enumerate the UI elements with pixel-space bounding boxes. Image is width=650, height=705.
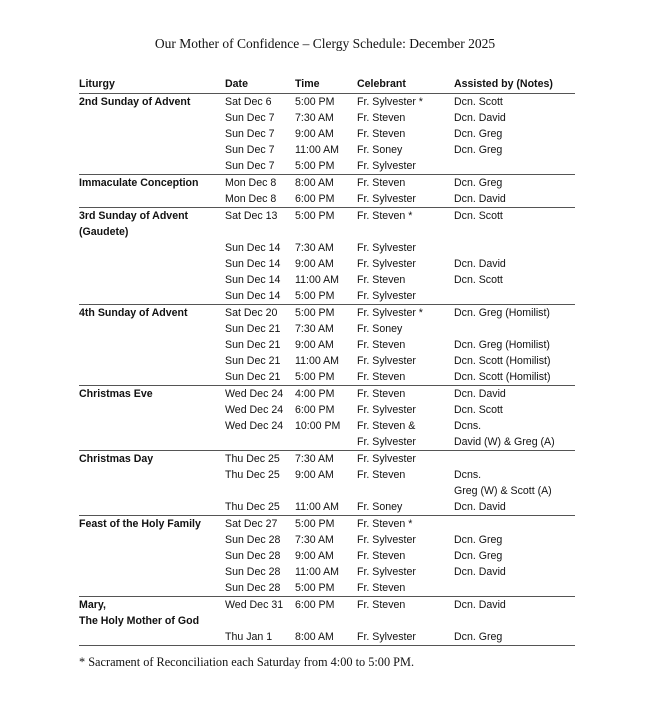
time-cell: 7:30 AM [295,242,334,254]
table-row [79,321,575,337]
liturgy-cell: (Gaudete) [79,226,129,238]
time-cell: 9:00 AM [295,469,334,481]
assisted-by-cell: David (W) & Greg (A) [454,434,575,451]
assisted-by-cell [454,613,575,629]
time-cell [295,483,357,499]
assisted-by-cell [454,321,575,337]
assisted-by-cell: Greg (W) & Scott (A) [454,485,552,497]
celebrant-cell: Fr. Sylvester [357,242,416,254]
footnote: * Sacrament of Reconciliation each Saturday from 4:00 to 5:00 PM. [79,655,415,669]
celebrant-cell: Fr. Steven [357,112,406,124]
table-row [79,256,575,272]
time-cell: 5:00 PM [295,580,357,597]
liturgy-cell: Feast of the Holy Family [79,518,201,530]
assisted-by-cell: Dcn. David [454,499,575,516]
time-cell: 7:30 AM [295,534,334,546]
date-cell: Sun Dec 21 [225,369,295,386]
time-cell: 9:00 AM [295,339,334,351]
assisted-by-cell: Dcns. [454,420,482,432]
celebrant-cell: Fr. Soney [357,323,403,335]
liturgy-cell [79,272,225,288]
assisted-by-cell: Dcn. Scott (Homilist) [454,369,575,386]
assisted-by-cell [454,516,575,533]
date-cell: Wed Dec 24 [225,404,284,416]
date-cell: Sun Dec 28 [225,566,281,578]
time-cell: 4:00 PM [295,388,335,400]
celebrant-cell [357,224,454,240]
liturgy-cell [79,532,225,548]
time-cell: 6:00 PM [295,404,335,416]
liturgy-cell: Christmas Eve [79,388,153,400]
table-row [79,532,575,548]
assisted-by-cell: Dcn. Greg [454,629,575,646]
table-row [79,126,575,142]
header-celebrant: Celebrant [357,76,454,94]
table-row [79,369,575,386]
date-cell: Thu Dec 25 [225,469,280,481]
liturgy-cell [79,402,225,418]
time-cell: 11:00 AM [295,355,339,367]
assisted-by-cell [454,224,575,240]
time-cell: 5:00 PM [295,369,357,386]
date-cell: Wed Dec 24 [225,420,284,432]
date-cell: Sun Dec 14 [225,258,281,270]
table-row [79,224,575,240]
liturgy-cell [79,240,225,256]
liturgy-cell [79,142,225,158]
celebrant-cell: Fr. Steven [357,274,406,286]
celebrant-cell: Fr. Soney [357,499,454,516]
table-row [79,288,575,305]
celebrant-cell [357,613,454,629]
liturgy-cell [79,353,225,369]
celebrant-cell: Fr. Steven * [357,210,413,222]
time-cell: 11:00 AM [295,274,339,286]
liturgy-cell [79,629,225,646]
schedule-table [79,76,575,646]
liturgy-cell [79,564,225,580]
time-cell: 7:30 AM [295,112,334,124]
table-row [79,240,575,256]
liturgy-cell [79,467,225,483]
date-cell: Sat Dec 20 [225,307,278,319]
date-cell: Sat Dec 13 [225,210,278,222]
table-row [79,191,575,208]
table-row [79,272,575,288]
table-row [79,483,575,499]
time-cell: 5:00 PM [295,307,335,319]
liturgy-cell [79,158,225,175]
date-cell: Sun Dec 7 [225,144,275,156]
date-cell [225,224,295,240]
assisted-by-cell: Dcn. Greg (Homilist) [454,339,550,351]
celebrant-cell: Fr. Steven [357,339,406,351]
liturgy-cell [79,191,225,208]
table-row [79,175,575,192]
date-cell: Wed Dec 24 [225,388,284,400]
table-row [79,564,575,580]
celebrant-cell: Fr. Sylvester [357,404,416,416]
date-cell [225,434,295,451]
table-row [79,516,575,533]
time-cell: 5:00 PM [295,518,335,530]
time-cell: 6:00 PM [295,599,335,611]
celebrant-cell: Fr. Soney [357,144,403,156]
assisted-by-cell: Dcn. David [454,191,575,208]
table-row [79,451,575,468]
celebrant-cell: Fr. Steven [357,177,406,189]
assisted-by-cell: Dcn. Greg [454,177,503,189]
table-row [79,142,575,158]
table-row [79,613,575,629]
celebrant-cell: Fr. Steven [357,388,406,400]
liturgy-cell [79,126,225,142]
table-row [79,597,575,614]
date-cell: Mon Dec 8 [225,177,277,189]
liturgy-cell [79,418,225,434]
table-row [79,208,575,225]
celebrant-cell: Fr. Sylvester [357,534,416,546]
time-cell: 7:30 AM [295,453,334,465]
assisted-by-cell: Dcn. Scott [454,210,503,222]
date-cell: Sun Dec 7 [225,128,275,140]
liturgy-cell [79,288,225,305]
time-cell: 7:30 AM [295,323,334,335]
celebrant-cell: Fr. Sylvester [357,629,454,646]
liturgy-cell [79,499,225,516]
date-cell: Mon Dec 8 [225,191,295,208]
date-cell: Thu Jan 1 [225,629,295,646]
time-cell [295,434,357,451]
assisted-by-cell: Dcn. David [454,112,506,124]
assisted-by-cell: Dcn. Greg [454,550,503,562]
date-cell: Sun Dec 7 [225,112,275,124]
table-row [79,418,575,434]
time-cell: 9:00 AM [295,550,334,562]
liturgy-cell [79,434,225,451]
liturgy-cell [79,369,225,386]
celebrant-cell: Fr. Sylvester * [357,307,423,319]
liturgy-cell: Mary, [79,599,106,611]
date-cell: Sun Dec 21 [225,339,281,351]
celebrant-cell: Fr. Steven [357,369,454,386]
date-cell: Sun Dec 14 [225,242,281,254]
celebrant-cell: Fr. Steven [357,128,406,140]
time-cell: 5:00 PM [295,288,357,305]
table-row [79,434,575,451]
table-row [79,629,575,646]
celebrant-cell: Fr. Sylvester [357,434,454,451]
assisted-by-cell [454,580,575,597]
liturgy-cell [79,256,225,272]
date-cell: Thu Dec 25 [225,499,295,516]
assisted-by-cell: Dcn. David [454,388,506,400]
date-cell: Sun Dec 14 [225,274,281,286]
liturgy-cell [79,321,225,337]
celebrant-cell: Fr. Sylvester [357,288,454,305]
liturgy-cell: 3rd Sunday of Advent [79,210,189,222]
header-row [79,76,575,94]
time-cell [295,613,357,629]
table-row [79,499,575,516]
time-cell: 5:00 PM [295,96,335,108]
time-cell: 9:00 AM [295,128,334,140]
liturgy-cell [79,548,225,564]
celebrant-cell: Fr. Sylvester [357,158,454,175]
time-cell: 5:00 PM [295,158,357,175]
assisted-by-cell: Dcn. David [454,599,506,611]
date-cell: Sat Dec 27 [225,518,278,530]
time-cell: 6:00 PM [295,191,357,208]
liturgy-cell [79,483,225,499]
celebrant-cell [357,483,454,499]
assisted-by-cell [454,451,575,468]
time-cell: 8:00 AM [295,177,334,189]
time-cell: 10:00 PM [295,420,341,432]
time-cell: 5:00 PM [295,210,335,222]
table-row [79,580,575,597]
table-row [79,305,575,322]
celebrant-cell: Fr. Sylvester [357,258,416,270]
assisted-by-cell: Dcn. Scott [454,96,503,108]
celebrant-cell: Fr. Steven & [357,420,416,432]
date-cell: Wed Dec 31 [225,599,284,611]
assisted-by-cell: Dcn. Greg (Homilist) [454,307,550,319]
liturgy-cell: The Holy Mother of God [79,615,200,627]
liturgy-cell: 4th Sunday of Advent [79,307,188,319]
date-cell [225,483,295,499]
date-cell: Thu Dec 25 [225,453,280,465]
date-cell: Sun Dec 7 [225,158,295,175]
assisted-by-cell: Dcn. Greg [454,128,503,140]
header-liturgy: Liturgy [79,76,225,94]
table-row [79,548,575,564]
celebrant-cell: Fr. Steven * [357,518,413,530]
table-row [79,337,575,353]
table-row [79,110,575,126]
assisted-by-cell [454,240,575,256]
table-row [79,158,575,175]
time-cell: 11:00 AM [295,499,357,516]
celebrant-cell: Fr. Steven [357,599,406,611]
time-cell: 9:00 AM [295,258,334,270]
assisted-by-cell: Dcn. David [454,566,506,578]
header-assisted-by: Assisted by (Notes) [454,76,575,94]
table-row [79,402,575,418]
date-cell: Sun Dec 28 [225,580,295,597]
date-cell: Sun Dec 28 [225,550,281,562]
document-title: Our Mother of Confidence – Clergy Schedule: December 2025 [154,36,496,51]
assisted-by-cell [454,288,575,305]
header-date: Date [225,76,295,94]
assisted-by-cell [454,158,575,175]
date-cell [225,613,295,629]
time-cell: 11:00 AM [295,566,339,578]
celebrant-cell: Fr. Steven [357,550,406,562]
assisted-by-cell: Dcn. Greg [454,144,503,156]
assisted-by-cell: Dcn. Greg [454,534,503,546]
assisted-by-cell: Dcn. Scott [454,404,503,416]
assisted-by-cell: Dcn. Scott (Homilist) [454,355,551,367]
schedule-body [79,94,575,646]
assisted-by-cell: Dcns. [454,469,482,481]
celebrant-cell: Fr. Sylvester [357,566,416,578]
liturgy-cell [79,580,225,597]
date-cell: Sat Dec 6 [225,96,272,108]
table-row [79,386,575,403]
date-cell: Sun Dec 21 [225,323,281,335]
time-cell: 11:00 AM [295,144,339,156]
liturgy-cell [79,337,225,353]
header-time: Time [295,76,357,94]
date-cell: Sun Dec 28 [225,534,281,546]
assisted-by-cell: Dcn. David [454,258,506,270]
date-cell: Sun Dec 21 [225,355,281,367]
celebrant-cell: Fr. Sylvester [357,191,454,208]
time-cell: 8:00 AM [295,629,357,646]
celebrant-cell: Fr. Sylvester [357,453,416,465]
table-row [79,94,575,111]
assisted-by-cell: Dcn. Scott [454,274,503,286]
celebrant-cell: Fr. Sylvester * [357,96,423,108]
celebrant-cell: Fr. Steven [357,580,454,597]
celebrant-cell: Fr. Steven [357,469,406,481]
liturgy-cell: Immaculate Conception [79,177,199,189]
time-cell [295,224,357,240]
liturgy-cell: 2nd Sunday of Advent [79,96,191,108]
celebrant-cell: Fr. Sylvester [357,355,416,367]
liturgy-cell [79,110,225,126]
table-row [79,467,575,483]
date-cell: Sun Dec 14 [225,288,295,305]
liturgy-cell: Christmas Day [79,453,154,465]
table-row [79,353,575,369]
